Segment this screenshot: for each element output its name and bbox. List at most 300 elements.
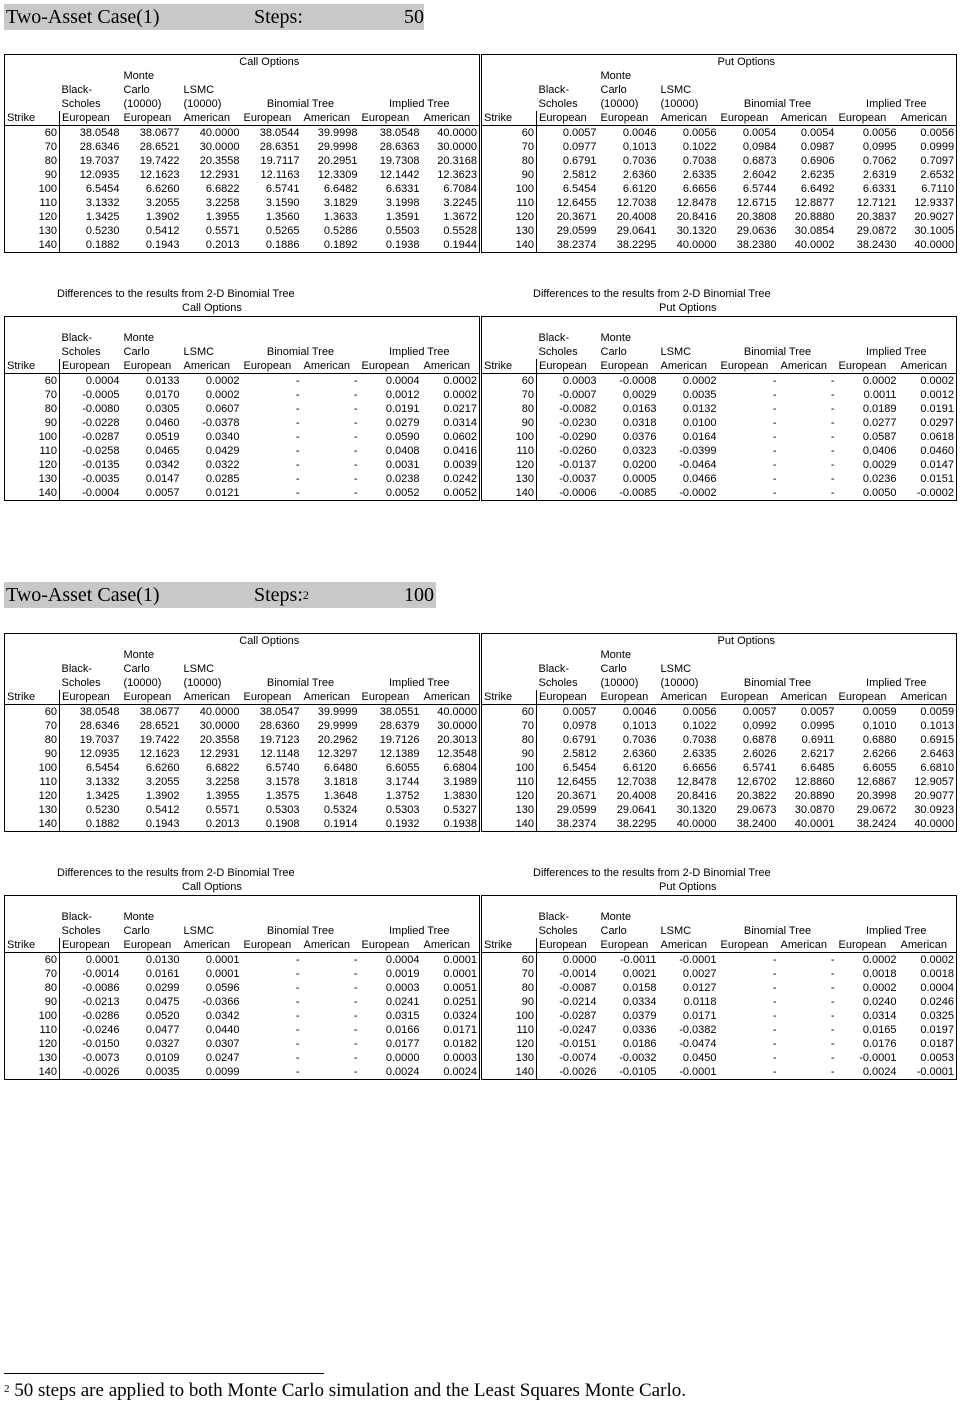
american-header: American [302, 690, 360, 705]
value-cell: 0.0327 [145, 1038, 180, 1050]
value-cell: - [295, 1038, 300, 1050]
table-row [482, 967, 957, 981]
value-cell: - [295, 1010, 300, 1022]
strike-cell: 140 [482, 238, 537, 253]
european-header: European [60, 690, 122, 705]
table-row [5, 1023, 480, 1037]
footnote-marker: 2 [4, 1383, 10, 1395]
value-cell: 30.1005 [899, 224, 957, 238]
european-header: European [242, 359, 302, 374]
blank [779, 648, 837, 662]
value-cell: 38.0677 [139, 706, 180, 718]
value-cell: - [295, 375, 300, 387]
carlo-label: Carlo [600, 84, 627, 96]
value-cell: 6.6331 [862, 183, 897, 195]
value-cell: - [772, 431, 777, 443]
table-row [5, 388, 480, 402]
strike-cell: 140 [5, 238, 60, 253]
value-cell: 6.6810 [899, 761, 957, 775]
value-cell: 0.0165 [862, 1024, 897, 1036]
value-cell: 12.0935 [79, 748, 120, 760]
table-row [482, 995, 957, 1009]
value-cell: -0.0086 [82, 982, 120, 994]
value-cell: - [830, 996, 835, 1008]
table-row [5, 168, 480, 182]
blank [837, 69, 899, 83]
value-cell: - [772, 996, 777, 1008]
table-row [5, 1009, 480, 1023]
call-differences-table [4, 895, 480, 1080]
value-cell: - [295, 417, 300, 429]
value-cell: - [772, 1024, 777, 1036]
blank [5, 345, 60, 359]
value-cell: 0.0018 [899, 967, 957, 981]
strike-cell: 70 [482, 140, 537, 154]
value-cell: 30.0000 [199, 141, 240, 153]
value-cell: 0.0519 [145, 431, 180, 443]
strike-cell: 130 [5, 1051, 60, 1065]
scholes-label: Scholes [61, 925, 101, 937]
strike-header: Strike [5, 359, 60, 374]
american-header: American [899, 690, 957, 705]
blank [5, 662, 60, 676]
value-cell: 0.0429 [205, 445, 240, 457]
value-cell: 29.0673 [736, 804, 777, 816]
american-header: American [659, 111, 719, 126]
strike-header: Strike [482, 690, 537, 705]
value-cell: 20.9027 [899, 210, 957, 224]
value-cell: -0.0026 [60, 1065, 122, 1080]
value-cell: -0.0366 [202, 996, 240, 1008]
value-cell: 0.0285 [205, 473, 240, 485]
table-row [482, 238, 957, 253]
value-cell: 0.6791 [562, 734, 597, 746]
value-cell: 0.0587 [862, 431, 897, 443]
value-cell: 29.0872 [856, 225, 897, 237]
value-cell: 0.0197 [899, 1023, 957, 1037]
black-label: Black- [538, 663, 570, 675]
table-row [482, 430, 957, 444]
section-1-title-bar [4, 4, 424, 30]
table-row [482, 1009, 957, 1023]
value-cell: 2.5812 [562, 169, 597, 181]
value-cell: 0.0322 [205, 459, 240, 471]
black-label: Black- [61, 84, 93, 96]
value-cell: 2.6335 [682, 748, 717, 760]
value-cell: 0.0992 [742, 720, 777, 732]
black-label: Black- [538, 332, 570, 344]
american-header: American [422, 938, 480, 953]
call-differences-table [4, 316, 480, 501]
strike-cell: 100 [5, 430, 60, 444]
european-header: European [122, 359, 182, 374]
carlo-label: Carlo [123, 346, 150, 358]
value-cell: 1.3425 [85, 790, 120, 802]
value-cell: 12.1623 [139, 748, 180, 760]
call-options-table [4, 54, 480, 253]
blank [899, 69, 957, 83]
value-cell: - [302, 486, 360, 501]
american-header: American [659, 938, 719, 953]
blank [422, 69, 480, 83]
blank [5, 910, 60, 924]
value-cell: - [719, 1065, 779, 1080]
value-cell: 1.3902 [145, 211, 180, 223]
value-cell: 0.5303 [265, 804, 300, 816]
put-options-table [481, 54, 957, 253]
value-cell: 38.2430 [837, 238, 899, 253]
value-cell: 0.1914 [302, 817, 360, 832]
value-cell: 0.7038 [682, 155, 717, 167]
value-cell: 0.0440 [205, 1024, 240, 1036]
value-cell: - [772, 1038, 777, 1050]
implied-tree-header: Implied Tree [360, 676, 480, 690]
blank [5, 648, 60, 662]
value-cell: 0.0171 [682, 1010, 717, 1022]
steps-value: 50 [404, 6, 424, 28]
value-cell: 0.0307 [205, 1038, 240, 1050]
value-cell: -0.0260 [559, 445, 597, 457]
table-row [5, 430, 480, 444]
strike-cell: 90 [5, 747, 60, 761]
value-cell: 28.6351 [259, 141, 300, 153]
value-cell: 12.7038 [616, 776, 657, 788]
monte-label: Monte [123, 332, 155, 344]
value-cell: 0.0001 [85, 954, 120, 966]
value-cell: 12.1163 [260, 169, 300, 181]
value-cell: 20.3837 [856, 211, 897, 223]
value-cell: 0.0024 [422, 1065, 480, 1080]
value-cell: 0.0004 [385, 375, 420, 387]
value-cell: - [830, 445, 835, 457]
blank [837, 331, 899, 345]
european-header: European [60, 111, 122, 126]
value-cell: 6.6485 [800, 762, 835, 774]
blank [482, 69, 537, 83]
blank [779, 69, 837, 83]
value-cell: 0.0177 [385, 1038, 420, 1050]
american-header: American [779, 111, 837, 126]
value-cell: 0.0100 [682, 417, 717, 429]
strike-cell: 90 [482, 747, 537, 761]
blank [899, 662, 957, 676]
value-cell: - [295, 459, 300, 471]
american-header: American [659, 359, 719, 374]
value-cell: 0.0376 [622, 431, 657, 443]
value-cell: 6.6822 [205, 183, 240, 195]
blank [242, 648, 302, 662]
value-cell: 0.0187 [899, 1037, 957, 1051]
blank [302, 662, 360, 676]
value-cell: 3.1998 [385, 197, 420, 209]
american-header: American [899, 111, 957, 126]
strike-cell: 70 [5, 967, 60, 981]
value-cell: 38.0548 [79, 127, 120, 139]
value-cell: - [242, 1065, 302, 1080]
american-header: American [182, 690, 242, 705]
blank [242, 83, 302, 97]
value-cell: 0.1013 [622, 141, 657, 153]
put-options-header: Put Options [537, 634, 957, 649]
value-cell: 1.3672 [422, 210, 480, 224]
strike-cell: 130 [482, 1051, 537, 1065]
value-cell: 0.6791 [562, 155, 597, 167]
black-label: Black- [61, 332, 93, 344]
value-cell: 0.0520 [145, 1010, 180, 1022]
put-differences-table [481, 316, 957, 501]
strike-cell: 60 [5, 953, 60, 968]
blank [360, 910, 422, 924]
value-cell: - [353, 968, 358, 980]
value-cell: 0.0379 [622, 1010, 657, 1022]
strike-cell: 140 [482, 486, 537, 501]
blank [360, 83, 422, 97]
table-row [482, 761, 957, 775]
value-cell: 0.0340 [205, 431, 240, 443]
strike-cell: 110 [5, 1023, 60, 1037]
value-cell: 0.0978 [562, 720, 597, 732]
binomial-tree-header: Binomial Tree [743, 346, 812, 358]
value-cell: 38.0547 [259, 706, 300, 718]
american-header: American [779, 359, 837, 374]
american-header: American [779, 938, 837, 953]
value-cell: -0.0080 [82, 403, 120, 415]
value-cell: 2.6532 [899, 168, 957, 182]
blank [302, 896, 360, 911]
strike-cell: 70 [5, 388, 60, 402]
blank [422, 317, 480, 332]
value-cell: 0.0590 [385, 431, 420, 443]
value-cell: 0.1908 [242, 817, 302, 832]
american-header: American [302, 359, 360, 374]
value-cell: 0.0325 [899, 1009, 957, 1023]
value-cell: 1.3955 [205, 211, 240, 223]
blank [360, 69, 422, 83]
value-cell: 0.5230 [85, 225, 120, 237]
american-header: American [659, 690, 719, 705]
value-cell: -0.0008 [619, 375, 657, 387]
blank [182, 317, 242, 332]
scholes-label: Scholes [538, 346, 578, 358]
value-cell: 3.2258 [205, 197, 240, 209]
value-cell: - [295, 431, 300, 443]
value-cell: -0.0001 [679, 954, 717, 966]
blank [482, 331, 537, 345]
value-cell: 39.9999 [317, 706, 358, 718]
value-cell: 12.8478 [676, 197, 717, 209]
value-cell: 0.0053 [899, 1051, 957, 1065]
value-cell: 6.6055 [862, 762, 897, 774]
value-cell: 0.0466 [682, 473, 717, 485]
value-cell: 2.6360 [622, 169, 657, 181]
value-cell: -0.0011 [620, 954, 657, 966]
blank [659, 69, 719, 83]
value-cell: 0.0002 [205, 389, 240, 401]
european-header: European [537, 938, 599, 953]
value-cell: 2.5812 [562, 748, 597, 760]
value-cell: 40.0000 [422, 126, 480, 141]
value-cell: 0.0057 [562, 127, 597, 139]
strike-cell: 90 [482, 416, 537, 430]
strike-cell: 110 [482, 196, 537, 210]
carlo-label: Carlo [123, 925, 150, 937]
value-cell: -0.0230 [559, 417, 597, 429]
value-cell: 6.6120 [622, 762, 657, 774]
value-cell: 0.0002 [422, 388, 480, 402]
table-row [5, 210, 480, 224]
value-cell: 29.0672 [856, 804, 897, 816]
blank [242, 662, 302, 676]
value-cell: -0.0247 [559, 1024, 597, 1036]
blank [599, 896, 659, 911]
value-cell: 12.3548 [422, 747, 480, 761]
value-cell: 20.3558 [199, 155, 240, 167]
value-cell: 0.0987 [800, 141, 835, 153]
blank [182, 648, 242, 662]
value-cell: 0.0147 [899, 458, 957, 472]
value-cell: 0.0999 [899, 140, 957, 154]
value-cell: 0.0318 [622, 417, 657, 429]
value-cell: 20.3671 [556, 790, 597, 802]
value-cell: - [772, 417, 777, 429]
value-cell: 0.0035 [682, 389, 717, 401]
value-cell: - [772, 445, 777, 457]
lsmc-label: LSMC [183, 84, 215, 96]
n10000-label: (10000) [123, 677, 162, 689]
blank [837, 317, 899, 332]
value-cell: - [353, 403, 358, 415]
strike-cell: 90 [482, 995, 537, 1009]
value-cell: 0.6873 [742, 155, 777, 167]
value-cell: 38.0548 [79, 706, 120, 718]
value-cell: 0.0242 [422, 472, 480, 486]
value-cell: 12.2931 [199, 169, 240, 181]
blank [659, 331, 719, 345]
value-cell: 0.0059 [862, 706, 897, 718]
value-cell: 0.0002 [682, 375, 717, 387]
table-row [482, 733, 957, 747]
blank [122, 896, 182, 911]
blank [5, 331, 60, 345]
value-cell: 0.0035 [122, 1065, 182, 1080]
value-cell: 29.9998 [317, 141, 358, 153]
value-cell: 38.0551 [379, 706, 420, 718]
value-cell: - [772, 954, 777, 966]
strike-cell: 90 [5, 416, 60, 430]
strike-cell: 80 [5, 402, 60, 416]
blank [719, 896, 779, 911]
strike-cell: 130 [5, 803, 60, 817]
value-cell: 19.7037 [79, 734, 120, 746]
blank [5, 69, 60, 83]
table-row [5, 719, 480, 733]
value-cell: 0.0158 [622, 982, 657, 994]
value-cell: 30.0000 [422, 719, 480, 733]
blank [422, 910, 480, 924]
value-cell: 12.1148 [260, 748, 300, 760]
value-cell: 2.6335 [682, 169, 717, 181]
value-cell: 0.0314 [862, 1010, 897, 1022]
n10000-label: (10000) [660, 677, 699, 689]
differences-put-title: Differences to the results from 2-D Binomial Tree [533, 288, 771, 300]
value-cell: 20.2962 [317, 734, 358, 746]
value-cell: 30.1320 [676, 804, 717, 816]
value-cell: 0.0002 [862, 954, 897, 966]
steps-value: 100 [404, 584, 434, 606]
value-cell: -0.0258 [82, 445, 120, 457]
value-cell: - [830, 982, 835, 994]
strike-header: Strike [482, 359, 537, 374]
value-cell: 0.0147 [145, 473, 180, 485]
black-label: Black- [61, 663, 93, 675]
blank [659, 896, 719, 911]
value-cell: 3.2245 [422, 196, 480, 210]
european-header: European [122, 690, 182, 705]
value-cell: -0.0150 [82, 1038, 120, 1050]
value-cell: 40.0000 [659, 817, 719, 832]
differences-call-title: Differences to the results from 2-D Binomial Tree [57, 288, 295, 300]
binomial-tree-header: Binomial Tree [266, 677, 335, 689]
value-cell: -0.0085 [599, 486, 659, 501]
value-cell: -0.0290 [559, 431, 597, 443]
value-cell: 0.1892 [302, 238, 360, 253]
value-cell: 6.6492 [800, 183, 835, 195]
blank [302, 317, 360, 332]
value-cell: 6.6804 [422, 761, 480, 775]
table-row [482, 1051, 957, 1065]
european-header: European [242, 111, 302, 126]
steps-label: Steps:$^2$ [254, 584, 309, 606]
value-cell: 29.0641 [616, 225, 657, 237]
table-row [482, 1023, 957, 1037]
value-cell: 0.2013 [182, 238, 242, 253]
value-cell: 0.0191 [899, 402, 957, 416]
strike-cell: 120 [5, 789, 60, 803]
blank [302, 331, 360, 345]
value-cell: 0.5503 [385, 225, 420, 237]
value-cell: - [295, 982, 300, 994]
value-cell: 0.0021 [622, 968, 657, 980]
table-row [5, 416, 480, 430]
strike-cell: 100 [5, 761, 60, 775]
footnote-text: 50 steps are applied to both Monte Carlo simulation and the Least Squares Monte Carlo. [14, 1380, 686, 1401]
european-header: European [360, 938, 422, 953]
value-cell: -0.0037 [559, 473, 597, 485]
value-cell: 0.0057 [562, 706, 597, 718]
lsmc-label: LSMC [183, 346, 215, 358]
value-cell: 0.6878 [742, 734, 777, 746]
value-cell: 6.6260 [145, 762, 180, 774]
table-row [482, 775, 957, 789]
value-cell: 6.5740 [265, 762, 300, 774]
strike-cell: 120 [5, 1037, 60, 1051]
value-cell: 0.5303 [385, 804, 420, 816]
value-cell: 6.5454 [562, 183, 597, 195]
strike-cell: 70 [482, 719, 537, 733]
value-cell: 28.6521 [139, 720, 180, 732]
table-row [482, 374, 957, 389]
table-row [5, 761, 480, 775]
value-cell: 3.1590 [265, 197, 300, 209]
value-cell: - [830, 389, 835, 401]
value-cell: 0.6906 [800, 155, 835, 167]
monte-label: Monte [600, 332, 632, 344]
value-cell: 12.9337 [899, 196, 957, 210]
value-cell: 1.3575 [265, 790, 300, 802]
lsmc-label: LSMC [660, 663, 692, 675]
value-cell: 12.7038 [616, 197, 657, 209]
value-cell: 0.0001 [205, 968, 240, 980]
